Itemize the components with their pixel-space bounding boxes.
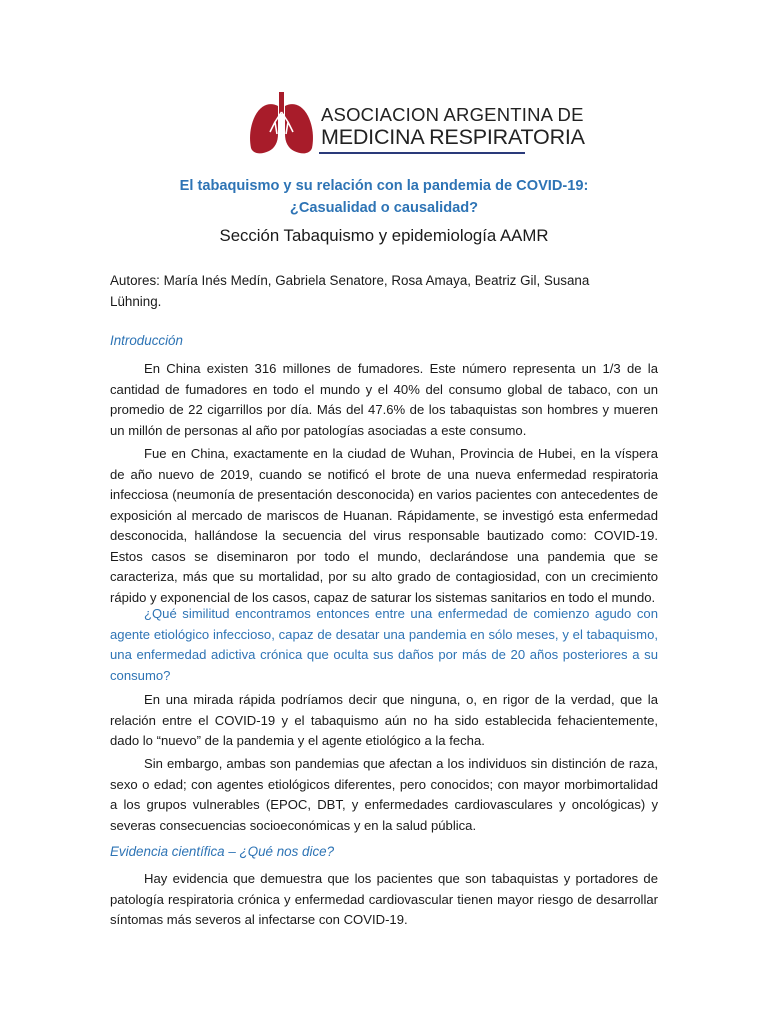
paragraph-6: Hay evidencia que demuestra que los pacientes que son tabaquistas y portadores de patología respiratoria crónica y enfermedad cardiovascular tienen mayor riesgo de desarrollar síntomas más severos al infectarse con COVID-19.: [110, 871, 658, 927]
logo-text: [321, 104, 585, 148]
paragraph-2: Fue en China, exactamente en la ciudad de Wuhan, Provincia de Hubei, en la víspera de año nuevo de 2019, cuando se notificó el brote de una nueva enfermedad respiratoria infecciosa (neumonía de presentación desconocida) en varios pacientes con antecedentes de exposición al mercado de mariscos de Huanan. Rápidamente, se investigó esta enfermedad desconocida, hallándose la secuencia del virus responsable bautizado como: COVID-19. Estos casos se diseminaron por todo el mundo, declarándose una pandemia que se caracteriza, más que su mortalidad, por su alto grado de contagiosidad, con un crecimiento rápido y exponencial de los casos, capaz de saturar los sistemas sanitarios en todo el mundo.: [110, 446, 658, 605]
aamr-logo: [247, 88, 585, 160]
authors-line: Autores: María Inés Medín, Gabriela Senatore, Rosa Amaya, Beatriz Gil, Susana Lühning.: [110, 273, 590, 309]
document-title-line-1: El tabaquismo y su relación con la pandemia de COVID-19:: [179, 178, 589, 194]
section-heading-introduccion: Introducción: [110, 333, 183, 348]
logo-line-2: MEDICINA RESPIRATORIA: [321, 125, 585, 149]
logo-underline: [319, 152, 525, 154]
paragraph-1: En China existen 316 millones de fumadores. Este número representa un 1/3 de la cantidad de fumadores en todo el mundo y el 40% del consumo global de tabaco, con un promedio de 22 cigarrillos por día. Más del 47.6% de los tabaquistas son hombres y mueren un millón de personas al año por patologías asociadas a este consumo.: [110, 361, 658, 438]
section-heading-evidencia: Evidencia científica – ¿Qué nos dice?: [110, 844, 335, 859]
paragraph-3-question: ¿Qué similitud encontramos entonces entre una enfermedad de comienzo agudo con agente etiológico infeccioso, capaz de desatar una pandemia en sólo meses, y el tabaquismo, una enfermedad adictiva crónica que oculta sus daños por más de 20 años posteriores a su consumo?: [110, 606, 658, 683]
document-title-line-2: ¿Casualidad o causalidad?: [289, 200, 479, 216]
paragraph-4: En una mirada rápida podríamos decir que ninguna, o, en rigor de la verdad, que la relación entre el COVID-19 y el tabaquismo aún no ha sido establecida fehacientemente, dado lo “nuevo” de la pandemia y el agente etiológico a la fecha.: [110, 692, 658, 748]
lungs-icon: [247, 88, 317, 158]
logo-line-1: ASOCIACION ARGENTINA DE: [321, 104, 584, 125]
paragraph-5: Sin embargo, ambas son pandemias que afectan a los individuos sin distinción de raza, sexo o edad; con agentes etiológicos diferentes, pero conocidos; con mayor morbimortalidad a los grupos vulnerables (EPOC, DBT, y enfermedades cardiovasculares y oncológicas) y severas consecuencias socioeconómicas y en la salud pública.: [110, 756, 658, 833]
document-subtitle: Sección Tabaquismo y epidemiología AAMR: [219, 226, 549, 245]
